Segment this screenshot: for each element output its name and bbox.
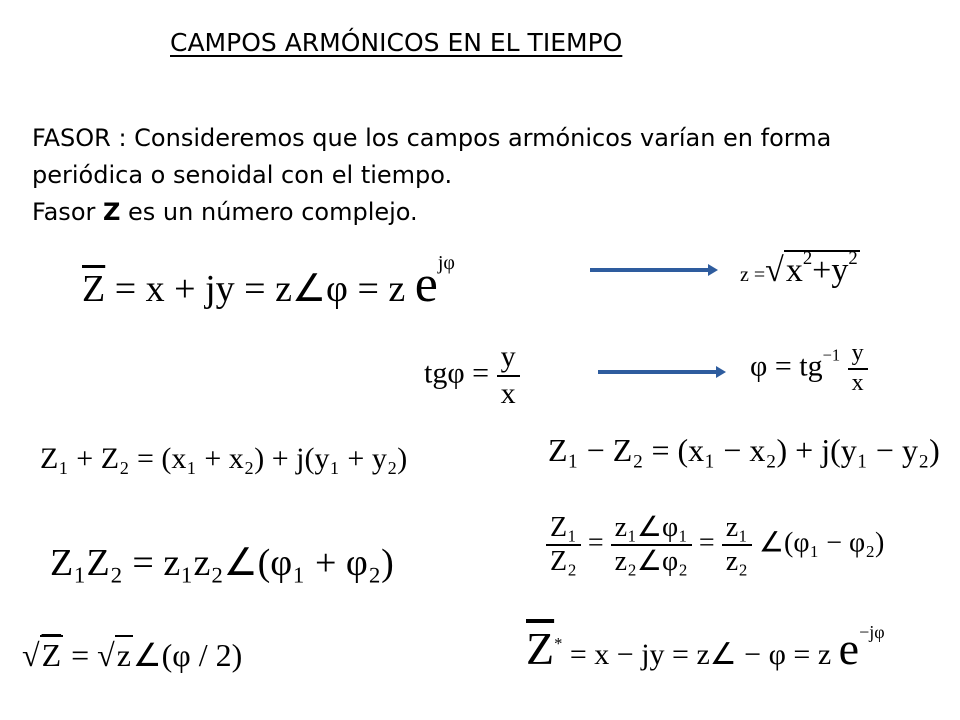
arrow-right-icon (590, 262, 720, 278)
phase-num: y (848, 340, 868, 370)
arrow-right-icon (598, 364, 728, 380)
sqrt-equals: = (71, 637, 90, 673)
phase-den: x (851, 369, 864, 396)
rectangular-form: x + jy (145, 268, 235, 310)
magnitude-lhs: z = (740, 263, 766, 286)
intro-line-3 (32, 194, 831, 231)
radicand-y: y (831, 251, 849, 289)
equals-2: = (244, 268, 266, 310)
conjugate-rhs: = x − jy = z∠ − φ = z (569, 638, 832, 671)
conjugate-e: e (838, 623, 860, 674)
quotient-lhs (546, 512, 581, 578)
radicand-x: x (785, 251, 803, 289)
phase-inverse: −1 (822, 345, 841, 365)
phase-lhs: φ = tg (750, 349, 823, 383)
quotient-mid-den: z₂∠φ₂ (614, 546, 688, 578)
exponential-z: z (388, 268, 406, 310)
quotient-equals-1: = (587, 527, 604, 559)
square-2: 2 (848, 248, 858, 269)
equals-1: = (114, 268, 137, 310)
conjugate-Z: $\overline{Z}$ (526, 623, 555, 674)
exponential-e: e (414, 256, 438, 313)
quotient-mid-num: z₁∠φ₁ (611, 512, 692, 546)
product-equation: Z₁Z₂ = z₁z₂∠(φ₁ + φ₂) (50, 542, 394, 584)
sqrt-symbol-2: √ (97, 637, 115, 673)
equals-3: = (357, 268, 379, 310)
tangent-fraction (497, 340, 520, 411)
quotient-equals-2: = (698, 527, 715, 559)
quotient-rhs-den: z₂ (725, 546, 748, 578)
phase-equation (750, 340, 868, 397)
conjugate-equation (526, 622, 885, 675)
sqrt-rhs-radicand: z (116, 637, 131, 673)
phasor-definition-equation (82, 252, 455, 314)
plus-sign: + (812, 251, 832, 289)
intro-phasor-symbol: Z (103, 198, 121, 226)
sqrt-rhs-tail: ∠(φ / 2) (132, 637, 243, 673)
intro-line-2: periódica o senoidal con el tiempo. (32, 161, 453, 189)
polar-form: z∠φ (275, 268, 348, 310)
difference-equation: Z₁ − Z₂ = (x₁ − x₂) + j(y₁ − y₂) (548, 432, 940, 468)
conjugate-star: * (554, 634, 563, 654)
conjugate-exp: −jφ (859, 622, 885, 642)
phase-fraction (848, 340, 868, 397)
phasor-Z: $\overline{Z}$ (82, 268, 106, 310)
page-title: CAMPOS ARMÓNICOS EN EL TIEMPO (170, 28, 623, 57)
quotient-equation (546, 512, 884, 578)
sqrt-symbol-1: √ (22, 637, 40, 673)
intro-line-1: FASOR : Consideremos que los campos armónicos varían en forma (32, 124, 832, 152)
quotient-rhs-tail: ∠(φ₁ − φ₂) (758, 527, 885, 559)
sqrt-lhs: Z (41, 637, 62, 673)
tangent-lhs: tgφ = (424, 356, 490, 390)
intro-line-3-pre: Fasor (32, 198, 103, 226)
magnitude-radicand (784, 250, 860, 289)
quotient-lhs-den: Z₂ (550, 546, 577, 578)
exponential-power: jφ (437, 252, 455, 274)
quotient-mid (611, 512, 692, 578)
tangent-den: x (500, 376, 516, 410)
square-1: 2 (802, 248, 813, 269)
quotient-rhs-num: z₁ (722, 512, 752, 546)
sum-equation: Z₁ + Z₂ = (x₁ + x₂) + j(y₁ + y₂) (40, 442, 408, 475)
intro-text (32, 120, 831, 231)
quotient-lhs-num: Z₁ (546, 512, 581, 546)
tangent-num: y (497, 340, 520, 377)
sqrt-symbol: √ (765, 251, 784, 289)
quotient-rhs (722, 512, 752, 578)
tangent-equation (424, 340, 520, 411)
magnitude-equation (740, 248, 860, 290)
sqrt-equation (22, 636, 242, 674)
intro-line-3-post: es un número complejo. (120, 198, 418, 226)
